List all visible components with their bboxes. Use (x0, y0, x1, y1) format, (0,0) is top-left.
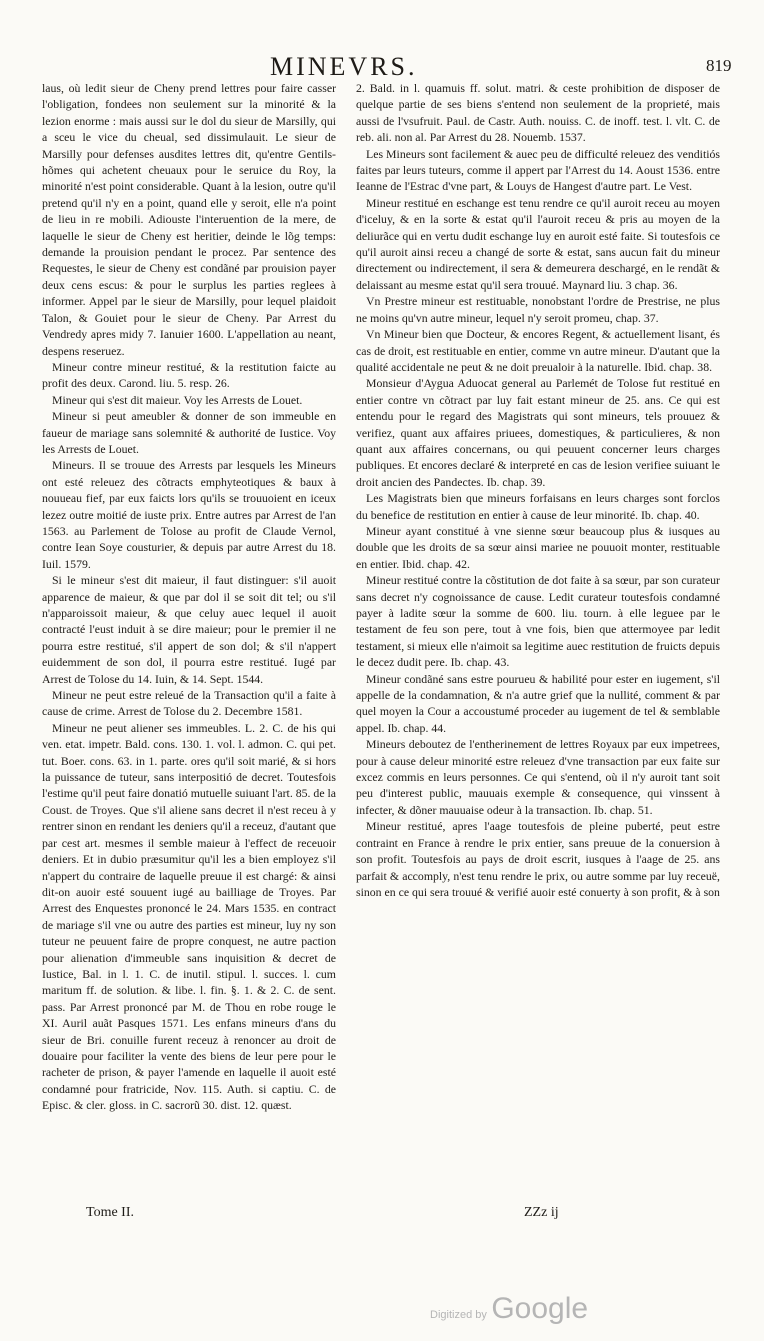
paragraph: Monsieur d'Aygua Aduocat general au Parlemét de Tolose fut restitué en entier contre vn cõtract par luy fait estant mineur de 25. ans. Ce qui est entendu pour le regard des Magistrats qui sont mineurs, tels prouuez & verifiez, quant aux affaires priuees, domestiques, & particulieres, & non quant aux affaires concernans, ou qui peuuent concerner leurs charges publiques. Et encores declaré & interpreté en cas de lesion verifiee suiuant le droit ancien des Pandectes. Ib. chap. 39. (356, 376, 720, 489)
paragraph: Mineur ne peut aliener ses immeubles. L. 2. C. de his qui ven. etat. impetr. Bald. cons. 130. 1. vol. l. admon. C. qui pet. tut. Boer. cons. 63. in 1. parte. ores qu'il soit marié, & si hors la puissance de tuteur, sans interpositió de decret. Toutesfois l'estime qu'il peut faire donatió mutuelle suiuant l'art. 85. de la Coust. de Troyes. Que s'il aliene sans decret il n'est receu à y rentrer sinon en rendant les deniers qu'il a receuz, d'autant que par cest art. mesmes il semble maieur à l'effect de receuoir deniers. Et in dubio præsumitur qu'il les a bien employez s'il n'appert du contraire de laquelle preuue il est chargé: & ainsi dit-on auoir esté souuent iugé au bailliage de Troyes. Par Arrest des Enquestes prononcé le 24. Mars 1535. en contract de mariage s'il vne ou autre des parties est mineur, luy ny son tuteur ne peuuent faire de propre conquest, ne autre paction pour alienation d'immeuble sans inquisition & decret de Iustice, Bal. in l. 1. C. de inutil. stipul. l. succes. l. cum maritum ff. de solution. & libe. l. fin. §. 1. & 2. C. de sent. pass. Par Arrest prononcé par M. de Thou en robe rouge le XI. Auril auãt Pasques 1571. Les enfans mineurs d'ans du sieur de Bri. conuille furent receuz à renoncer au droit de douaire pour faciliter la vente des biens de leur pere pour le racheter de prison, & payer l'amende en laquelle il auoit esté condamné pour fratricide, Nov. 115. Auth. si captiu. C. de Episc. & cler. gloss. in C. sacrorũ 30. dist. 12. quæst. (42, 720, 337, 1113)
paragraph: Mineur ne peut estre releué de la Transaction qu'il a faite à cause de crime. Arrest de Tolose du 2. Decembre 1581. (42, 688, 336, 719)
right-column (356, 80, 720, 900)
paragraph: Mineur qui s'est dit maieur. Voy les Arrests de Louet. (52, 392, 303, 407)
paragraph: Mineur ayant constitué à vne sienne sœur beaucoup plus & iusques au double que les droits de sa sœur ainsi mariee ne pouuoit monter, restituable en entier. Ibid. chap. 42. (356, 523, 720, 571)
page-number: 819 (706, 56, 732, 75)
paragraph: Vn Mineur bien que Docteur, & encores Regent, & actuellement lisant, és cas de droit, est restituable en entier, comme vn autre mineur. D'autant que la qualité accidentale ne peut & ne doit preualoir à la naturelle. Ibid. chap. 38. (356, 327, 720, 374)
paragraph: Mineur contre mineur restitué, & la restitution faicte au profit des deux. Carond. liu. 5. resp. 26. (42, 359, 336, 391)
volume-label: Tome II. (86, 1205, 135, 1220)
watermark-prefix: Digitized by (430, 1309, 487, 1321)
running-head: MINEVRS. (270, 52, 418, 81)
paragraph: Vn Prestre mineur est restituable, nonobstant l'ordre de Prestrise, ne plus ne moins qu'vn autre mineur, lequel n'y seroit promeu, chap. 37. (356, 294, 720, 325)
paragraph: 2. Bald. in l. quamuis ff. solut. matri. & ceste prohibition de disposer de quelque partie de ses biens s'entend non seulement de la proprieté, mais aussi de l'vsufruit. Paul. de Castr. Auth. nouiss. C. de inoff. test. l. vlt. C. de reb. ali. non al. Par Arrest du 28. Nouemb. 1537. (356, 81, 720, 145)
paragraph: Mineurs deboutez de l'entherinement de lettres Royaux par eux impetrees, pour à cause deleur minorité estre releuez d'vne transaction par eux faite sur excez commis en leurs personnes. Ce qui s'entend, où il n'y auroit tant soit peu d'interest public, mauuais exemple & consequence, qui vinssent à infecter, & dõner mauuaise odeur à la transaction. Ib. chap. 51. (356, 737, 720, 817)
paragraph: Mineur condãné sans estre pourueu & habilité pour ester en iugement, s'il appelle de la condamnation, & n'a autre grief que la nullité, comment & par quel moyen la Cour a accoustumé proceder au iugement de tel & semblable appel. Ib. chap. 44. (356, 671, 720, 735)
paragraph: Les Magistrats bien que mineurs forfaisans en leurs charges sont forclos du benefice de restitution en entier à cause de leur minorité. Ib. chap. 40. (356, 491, 720, 522)
paragraph: Mineur si peut ameubler & donner de son immeuble en faueur de mariage sans solemnité & authorité de Iustice. Voy les Arrests de Louet. (42, 409, 336, 456)
paragraph: Mineur restitué, apres l'aage toutesfois de pleine puberté, peut estre contraint en France à rendre le prix entier, sans preuue de la conuersion à son profit. Toutesfois au pays de droit escrit, iusques à l'aage de 25. ans parfait & accomply, n'est tenu rendre le prix, ou autre somme par luy receuë, sinon en ce qui sera trouué & verifié auoir esté conuerty à son profit, & à son (356, 819, 720, 899)
google-logo: Google (491, 1292, 589, 1325)
paragraph: Mineurs. Il se trouue des Arrests par lesquels les Mineurs ont esté releuez des cõtracts emphyteotiques & baux à nouueau fief, par eux faicts lors qu'ils se trouuoient en iceux lezez outre moitié de iuste prix. Entre autres par Arrest de l'an 1563. au Parlement de Tolose au profit de Claude Vernol, contre Iean Soye cousturier, & depuis par autre Arrest du 18. Iuil. 1579. (42, 458, 336, 571)
left-column (42, 80, 336, 1114)
digitized-watermark (430, 1292, 588, 1326)
signature-mark: ZZz ij (524, 1205, 559, 1220)
paragraph: Mineur restitué en eschange est tenu rendre ce qu'il auroit receu au moyen d'iceluy, & en la sorte & estat qu'il l'auroit receu & pris au moyen de la deliurãce qui en vertu dudit eschange luy en auroit esté faite. Si toutesfois ce qu'il auroit ainsi receu a changé de sorte & estat, sans aucun fait du mineur directement ou indirectement, il sera & demeurera deschargé, en le rendãt & delaissant au mesme estat qu'il sera trouué. Maynard liu. 3 chap. 36. (356, 195, 720, 292)
paragraph: Si le mineur s'est dit maieur, il faut distinguer: s'il auoit apparence de maieur, & que par dol il se soit dit tel; ou s'il n'apparoissoit maieur, & que celuy auec lequel il auoit contracté l'eust induit à se dire maieur; pour le premier il ne pourra estre restitué, s'il appert de son dol; & s'il n'appert euidemment de son dol, il pourra estre restitué. Iugé par Arrest de Tolose du 14. Iuin, & 14. Sept. 1544. (42, 573, 336, 686)
paragraph: Les Mineurs sont facilement & auec peu de difficulté releuez des venditiós faites par leurs tuteurs, comme il appert par l'Arrest du 14. Aoust 1536. entre Ieanne de l'Estrac d'vne part, & Louys de Hangest d'autre part. Le Vest. (356, 146, 720, 194)
paragraph: Mineur restitué contre la cõstitution de dot faite à sa sœur, par son curateur sans decret n'y cognoissance de cause. Ledit curateur toutesfois condamné payer à ladite sœur la somme de 600. liu. tourn. à elle leguee par le testament de feu son pere, tout à vne fois, bien que attermoyee par ledit testament, si mieux elle n'aimoit sa legitime auec restitution de fruicts depuis le decez dudit pere. Ib. chap. 43. (356, 573, 720, 670)
paragraph: laus, où ledit sieur de Cheny prend lettres pour faire casser l'obligation, fondees non seulement sur la minorité & la lezion enorme : mais aussi sur le dol du sieur de Marsilly, qui a sceu le vice du cheual, sed dissimulauit. Le sieur de Marsilly pour defenses ausdites lettres dit, qu'entre Gentils-hõmes qui achetent cheuaux pour le seruice du Roy, la minorité n'est point considerable. Quant à la lesion, outre qu'il pretend qu'il n'y en a point, quand elle y seroit, elle n'a point de lieu in re mobili. Adiouste l'interuention de la mere, de laquelle le sieur de Cheny est heritier, deinde le lõg temps: demande la prouision pendant le procez. Par sentence des Requestes, le sieur de Cheny est condãné par prouision payer deux cens escus: & pour le surplus les parties reglees à informer. Appel par le sieur de Marsilly, pour lequel plaidoit Talon, & Gouiet pour le sieur de Cheny. Par Arrest du Vendredy apres midy 7. Ianuier 1600. L'appellation au neant, despens reseruez. (42, 81, 336, 358)
